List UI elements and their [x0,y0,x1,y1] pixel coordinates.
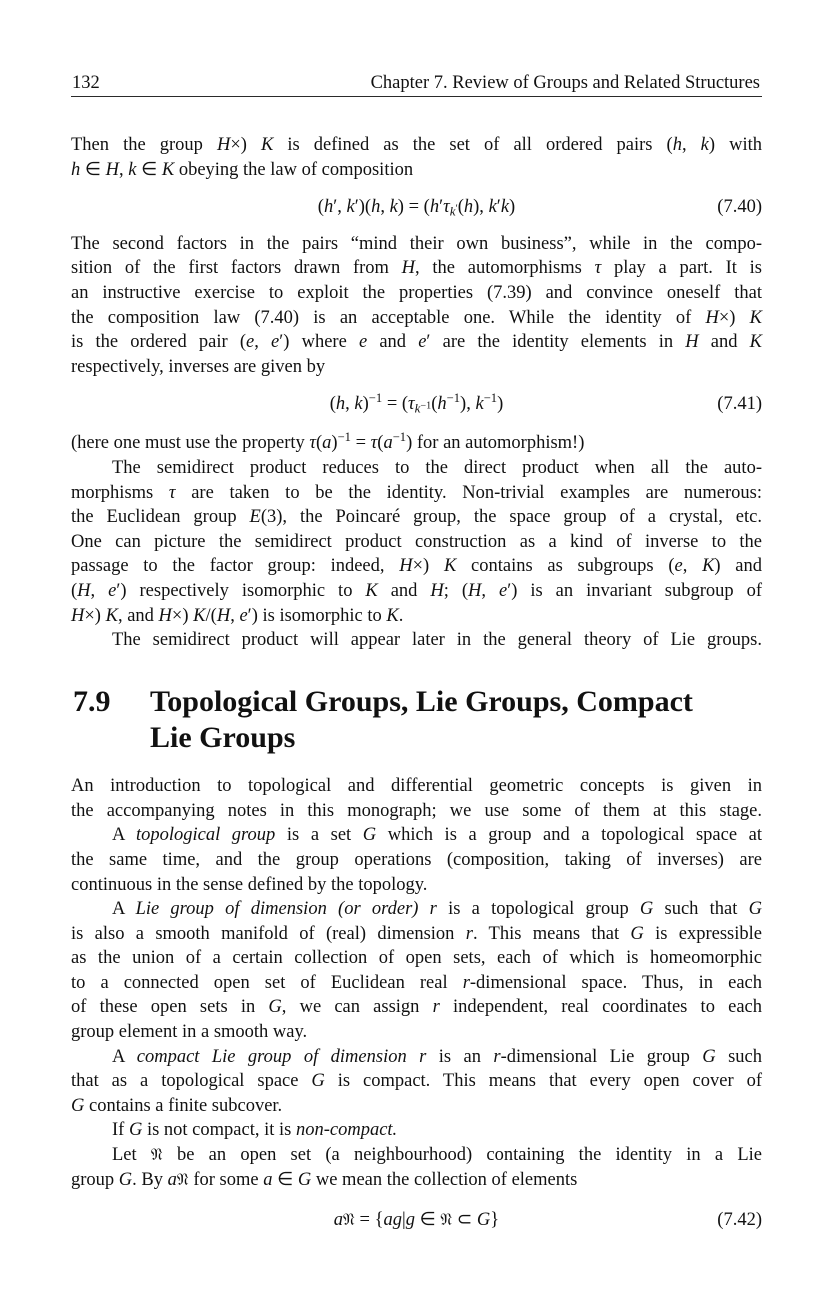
math-subscript: k [414,400,421,416]
text-run: . [398,605,404,626]
text-run: ) [362,393,369,414]
text-run: (here one must use the property [71,433,310,454]
text-run: and [698,332,750,353]
text-run: /( [205,605,217,626]
math-sub-superscript: ′ [455,203,458,215]
text-line [71,897,762,922]
text-run: which is a group and a topological space at [376,825,762,846]
math-symbol: H [401,258,416,279]
text-line [71,1143,762,1168]
emphasized-text: Lie group of dimension (or order) r [135,899,437,920]
math-symbol: k [389,196,398,217]
text-run: , [681,135,701,156]
text-run: the same time, and the group operations (composition, taking of inverses) are [71,849,762,870]
math-subscript: k [449,203,456,219]
text-line [71,456,762,481]
math-symbol: G [128,1120,143,1141]
text-run: morphisms [71,482,169,503]
paragraph-automorphism-note [71,431,762,456]
text-run: ( [431,393,438,414]
text-run: respectively, inverses are given by [71,356,326,377]
text-run: ( [71,580,78,601]
text-line [71,330,762,355]
text-run: ( [329,393,336,414]
text-run: A [112,825,136,846]
text-run: ′, [333,196,347,217]
fraktur-symbol: 𝔑 [343,1210,355,1230]
paragraph-neighbourhood [71,1143,762,1192]
text-run: ′) respectively isomorphic to [116,580,366,601]
math-symbol: e [271,332,280,353]
text-run: ∈ [272,1169,298,1190]
math-symbol: G [630,923,644,944]
text-line [71,1168,762,1193]
text-line [71,604,762,629]
text-line [71,922,762,947]
text-line [71,530,762,555]
text-run: ) [497,393,504,414]
text-run: to a connected open set of Euclidean real [71,972,463,993]
running-title: Chapter 7. Review of Groups and Related Structures [370,72,760,93]
section-heading [71,684,762,756]
equation-7-40 [71,195,762,220]
math-symbol: a [333,1210,344,1231]
math-symbol: K [749,307,762,328]
paragraph-compact-lie-group [71,1045,762,1119]
text-run: the accompanying notes in this monograph; we use some of them at this stage. [71,800,762,821]
text-run: an instructive exercise to exploit the properties (7.39) and convince oneself that [71,283,762,304]
text-line [71,505,762,530]
math-symbol: h [71,159,81,180]
text-run: , [254,332,272,353]
text-run: = ( [382,393,409,414]
math-symbol: G [297,1169,312,1190]
text-run: ), [460,393,476,414]
text-run: The second factors in the pairs “mind their own business”, while in the compo- [71,233,762,254]
section-title-line: Lie Groups [150,720,296,754]
text-line [71,281,762,306]
math-symbol: k [475,393,484,414]
equation-number: (7.41) [717,393,762,414]
page-number: 132 [72,72,100,93]
math-symbol: K [386,605,399,626]
math-symbol: G [702,1046,716,1067]
equation-body [318,197,515,217]
text-run: passage to the factor group: indeed, [71,556,400,577]
text-line [71,481,762,506]
text-line [71,306,762,331]
text-line [71,946,762,971]
text-run: , [380,196,390,217]
fraktur-symbol: 𝔑 [440,1210,453,1230]
text-run: is compact. This means that every open cover of [324,1071,762,1092]
math-superscript: −1 [392,430,407,445]
equation-body [329,390,504,416]
math-symbol: e [239,605,248,626]
text-run: of these open sets in [71,997,269,1018]
running-header [71,71,762,97]
math-symbol: G [362,825,377,846]
math-symbol: G [311,1071,325,1092]
math-symbol: H [399,556,413,577]
math-symbol: H [216,135,231,156]
math-superscript: −1 [483,390,498,405]
page-body [71,133,762,1233]
math-symbol: τ [594,258,602,279]
text-run: is a topological group [436,899,640,920]
section-title [150,684,693,756]
text-run: contains as subgroups ( [456,556,675,577]
math-superscript: −1 [368,390,383,405]
math-symbol: H [216,605,231,626]
math-symbol: h [672,135,682,156]
math-symbol: r [493,1046,501,1067]
text-run: ∈ [80,159,106,180]
text-run: ×) [230,135,261,156]
text-run: play a part. It is [601,258,763,279]
text-run: , the automorphisms [415,258,595,279]
text-line [71,995,762,1020]
text-run: ( [457,196,464,217]
equation-number: (7.40) [717,196,762,217]
math-symbol: G [476,1210,491,1231]
text-line [71,848,762,873]
paragraph-semidirect-reduces [71,456,762,628]
text-line [71,355,762,380]
text-run: , we can assign [281,997,433,1018]
text-line [71,256,762,281]
text-run: , [119,159,129,180]
text-run: } [490,1210,500,1231]
text-line [71,579,762,604]
text-run: is not compact, it is [142,1120,296,1141]
text-run: A [112,1046,137,1067]
text-run: the Euclidean group [71,507,250,528]
text-run: If [112,1120,129,1141]
text-run: -dimensional space. Thus, in each [469,972,762,993]
section-title-line: Topological Groups, Lie Groups, Compact [150,684,693,718]
text-run: The semidirect product will appear later in the general theory of Lie groups. [112,630,762,651]
math-symbol: a [383,1210,393,1231]
math-sub-superscript: −1 [420,400,432,412]
text-run: is also a smooth manifold of (real) dimension [71,923,466,944]
text-run: ) with [708,135,762,156]
text-run: we mean the collection of elements [311,1169,578,1190]
text-run: obeying the law of composition [174,159,414,180]
math-symbol: K [702,556,715,577]
paragraph-semidirect-definition [71,133,762,182]
math-symbol: K [161,159,175,180]
text-line [71,133,762,158]
text-run: group element in a smooth way. [71,1022,308,1043]
text-run: , [682,556,703,577]
math-symbol: k [128,159,137,180]
text-run: ′ [439,196,444,217]
text-run: Let [112,1145,151,1166]
math-symbol: H [468,580,482,601]
text-run: ×) [412,556,444,577]
text-run: as the union of a certain collection of open sets, each of which is homeomorphic [71,948,762,969]
math-symbol: K [749,332,763,353]
text-run: ( [316,433,323,454]
text-run: group [71,1169,119,1190]
text-line [71,799,762,824]
text-run: such that [653,899,749,920]
math-symbol: a [167,1169,177,1190]
text-run: and [377,580,431,601]
text-run: ), [473,196,489,217]
math-symbol: k [488,196,497,217]
text-run: , [90,580,109,601]
math-symbol: H [685,332,699,353]
text-run: for some [188,1169,264,1190]
paragraph-second-factors [71,232,762,380]
math-symbol: a [263,1169,273,1190]
text-run: (3), the Poincaré group, the space group of a crystal, etc. [260,507,762,528]
math-symbol: H [158,605,172,626]
text-line [71,873,762,898]
math-symbol: τ [443,196,450,217]
math-symbol: e [674,556,683,577]
math-symbol: τ [309,433,316,454]
text-line [71,431,762,456]
paragraph-lie-groups-later [71,628,762,653]
math-symbol: e [498,580,508,601]
math-symbol: H [705,307,719,328]
math-symbol: r [432,997,440,1018]
math-symbol: r [465,923,473,944]
math-symbol: K [105,605,118,626]
equation-number: (7.42) [717,1210,762,1231]
text-run: = { [354,1210,384,1231]
text-run: ′) is an invariant subgroup of [507,580,763,601]
math-symbol: g [405,1210,415,1231]
text-run: . This means that [472,923,631,944]
math-symbol: e [358,332,368,353]
text-run: ′ [496,196,501,217]
math-symbol: K [443,556,457,577]
paragraph-topological-group [71,823,762,897]
text-line [71,1094,762,1119]
text-line [71,1045,762,1070]
text-run: and [367,332,419,353]
text-run: , [481,580,499,601]
text-line [71,774,762,799]
math-symbol: e [418,332,427,353]
text-run: -dimensional Lie group [500,1046,703,1067]
math-symbol: e [246,332,255,353]
math-symbol: h [371,196,381,217]
text-run: ( [317,196,324,217]
text-run: ; ( [443,580,469,601]
text-run: ) and [714,556,763,577]
emphasized-text: non-compact. [295,1120,398,1141]
math-symbol: h [335,393,346,414]
text-run: , and [117,605,159,626]
text-run: the composition law (7.40) is an acceptable one. While the identity of [71,307,706,328]
equation-7-42 [71,1208,762,1233]
text-line [71,1069,762,1094]
text-run: ′) where [279,332,359,353]
math-symbol: k [354,393,363,414]
text-line [71,554,762,579]
math-symbol: h [437,393,447,414]
math-symbol: τ [408,393,415,414]
math-symbol: k [700,135,709,156]
paragraph-lie-group [71,897,762,1045]
text-run: One can picture the semidirect product construction as a kind of inverse to the [71,531,762,552]
math-symbol: G [748,899,762,920]
math-symbol: G [118,1169,133,1190]
math-symbol: h [323,196,334,217]
equation-7-41 [71,392,762,417]
text-run: | [401,1210,406,1231]
text-run: ) = ( [397,196,430,217]
fraktur-symbol: 𝔑 [150,1145,163,1165]
text-run: is an [426,1046,494,1067]
paragraph-non-compact [71,1118,762,1143]
text-run: contains a finite subcover. [84,1095,283,1116]
math-superscript: −1 [446,390,461,405]
text-run: be an open set (a neighbourhood) containing the identity in a Lie [162,1145,762,1166]
text-run: is expressible [643,923,763,944]
math-superscript: −1 [337,430,351,445]
text-run: ) [509,196,516,217]
math-symbol: K [365,580,378,601]
math-symbol: a [322,433,332,454]
text-run: that as a topological space [71,1071,312,1092]
text-run: sition of the first factors drawn from [71,258,402,279]
text-run: An introduction to topological and differential geometric concepts is given in [71,776,762,797]
math-symbol: H [105,159,119,180]
math-symbol: H [430,580,444,601]
text-run: is the ordered pair ( [71,332,246,353]
math-symbol: k [500,196,510,217]
math-symbol: H [71,605,85,626]
paragraph-introduction [71,774,762,823]
text-run: ×) [718,307,750,328]
emphasized-text: compact Lie group of dimension r [136,1046,427,1067]
text-run: independent, real coordinates to each [439,997,762,1018]
text-run: such [715,1046,763,1067]
text-line [71,1118,762,1143]
text-line [71,232,762,257]
text-run: ∈ [414,1210,441,1231]
text-line [71,158,762,183]
text-run: A [112,899,136,920]
text-run: = [350,433,371,454]
text-run: , [345,393,355,414]
math-symbol: G [71,1095,85,1116]
text-run: continuous in the sense defined by the topology. [71,874,428,895]
text-line [71,823,762,848]
math-symbol: τ [168,482,176,503]
text-run: ′ are the identity elements in [426,332,686,353]
math-symbol: H [77,580,91,601]
emphasized-text: topological group [135,825,276,846]
text-line [71,628,762,653]
text-run: ×) [84,605,106,626]
math-symbol: K [260,135,274,156]
math-symbol: e [108,580,117,601]
text-run: . By [132,1169,168,1190]
text-run: is a set [275,825,363,846]
math-symbol: k [346,196,355,217]
math-symbol: τ [370,433,378,454]
math-symbol: h [463,196,474,217]
section-number: 7.9 [73,684,111,718]
math-symbol: K [193,605,206,626]
text-run: ) [331,433,338,454]
math-symbol: g [392,1210,402,1231]
text-run: is defined as the set of all ordered pairs ( [273,135,673,156]
equation-body [334,1210,499,1230]
text-line [71,971,762,996]
text-run: Then the group [71,135,217,156]
math-symbol: a [383,433,393,454]
text-run: are taken to be the identity. Non-trivial examples are numerous: [175,482,762,503]
text-run: ∈ [136,159,162,180]
text-line [71,1020,762,1045]
text-run: ×) [171,605,194,626]
text-run: The semidirect product reduces to the direct product when all the auto- [112,458,762,478]
math-symbol: r [462,972,470,993]
text-run: ⊂ [452,1210,477,1231]
math-symbol: G [639,899,654,920]
text-run: ′)( [354,196,372,217]
math-symbol: E [249,507,261,528]
text-run: ′) is isomorphic to [247,605,387,626]
text-run: ( [377,433,384,454]
book-page [71,71,762,1246]
text-run: ) for an automorphism!) [406,433,585,454]
fraktur-symbol: 𝔑 [176,1169,189,1189]
text-run: , [230,605,240,626]
math-symbol: h [429,196,440,217]
math-symbol: G [268,997,282,1018]
